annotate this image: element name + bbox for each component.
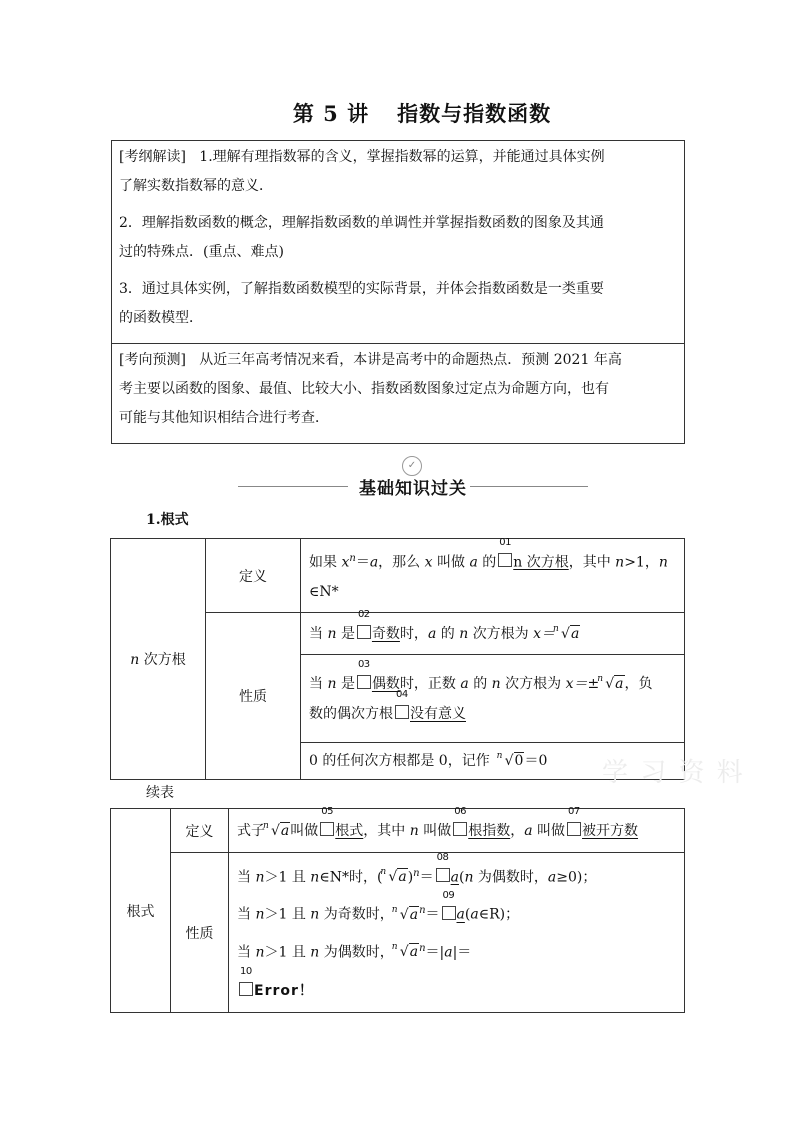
blank-number-box bbox=[357, 658, 371, 689]
radical bbox=[391, 899, 419, 932]
answer-text: 偶数 bbox=[371, 675, 400, 692]
var: n bbox=[459, 625, 469, 642]
syllabus-item-2-line-2: 过的特殊点．(重点、难点) bbox=[119, 244, 284, 260]
radicand: a bbox=[409, 944, 419, 961]
text: ＞1 且 bbox=[264, 944, 306, 961]
blank-number-box bbox=[395, 688, 409, 719]
watermark: 学 习 资 料 bbox=[602, 758, 745, 788]
var: n bbox=[255, 869, 265, 886]
text: ＝ bbox=[355, 554, 370, 571]
var: n bbox=[615, 554, 625, 571]
radical-index: n bbox=[496, 751, 503, 761]
answer-text: a bbox=[450, 869, 459, 886]
var: a bbox=[444, 944, 453, 961]
forecast-section bbox=[112, 343, 684, 443]
var: n bbox=[464, 869, 474, 886]
radical-index: n bbox=[553, 623, 559, 634]
page-title bbox=[0, 98, 794, 128]
text: 次方根为 bbox=[505, 675, 562, 692]
var: a bbox=[369, 554, 379, 571]
radical bbox=[496, 746, 525, 776]
property-line-2 bbox=[237, 889, 676, 932]
answer-text: 奇数 bbox=[371, 625, 400, 642]
syllabus-item-1 bbox=[119, 143, 678, 201]
forecast-text bbox=[119, 346, 678, 433]
syllabus-item-2-line-1: 2．理解指数函数的概念，理解指数函数的单调性并掌握指数函数的图象及其通 bbox=[119, 215, 604, 231]
var: a bbox=[470, 906, 479, 923]
property-line-1 bbox=[237, 852, 676, 895]
radical-index: n bbox=[391, 942, 398, 953]
property-cell-odd bbox=[301, 608, 685, 655]
blank-number: 03 bbox=[357, 658, 370, 670]
text: 是 bbox=[340, 675, 355, 692]
exp: n bbox=[413, 867, 420, 879]
radical-sign: √ bbox=[504, 753, 514, 769]
radicand: a bbox=[615, 675, 624, 692]
n-var: n bbox=[130, 652, 140, 668]
text: 当 bbox=[237, 944, 251, 961]
text: 数的偶次方根 bbox=[309, 705, 393, 722]
var: a bbox=[524, 822, 533, 839]
radical bbox=[382, 861, 407, 894]
text: 为偶数时， bbox=[319, 944, 394, 961]
exp: n bbox=[419, 942, 426, 954]
text: 次方根为 bbox=[472, 625, 529, 642]
text: ， bbox=[510, 822, 525, 839]
exp: n bbox=[419, 905, 426, 917]
syllabus-item-1-line-2: 了解实数指数幂的意义． bbox=[119, 178, 273, 194]
radical bbox=[599, 669, 624, 699]
exp: n bbox=[349, 552, 356, 564]
text: ＝ bbox=[425, 906, 440, 923]
radical-index: n bbox=[380, 867, 387, 878]
text: |＝ bbox=[452, 944, 472, 961]
radical-sign: √ bbox=[271, 822, 280, 839]
continued-label: 续表 bbox=[146, 785, 174, 801]
forecast-tag: [考向预测] bbox=[119, 352, 186, 368]
text: ，其中 bbox=[568, 554, 611, 571]
var: a bbox=[460, 675, 469, 692]
text: 的 bbox=[482, 554, 497, 571]
var: a bbox=[469, 554, 478, 571]
radical-sign: √ bbox=[399, 906, 409, 923]
heading-rule-right bbox=[470, 486, 588, 487]
blank-number: 10 bbox=[240, 966, 252, 978]
blank-number: 08 bbox=[436, 852, 449, 864]
row-header-text: 次方根 bbox=[143, 652, 186, 668]
radicand: a bbox=[570, 625, 580, 642]
answer-text: 被开方数 bbox=[582, 822, 639, 839]
radicand: 0 bbox=[514, 753, 524, 769]
forecast-line-1: 从近三年高考情况来看，本讲是高考中的命题热点．预测 2021 年高 bbox=[199, 352, 622, 368]
blank-number-box bbox=[567, 805, 581, 836]
text: ＝ bbox=[419, 869, 434, 886]
row-header-nth-root bbox=[111, 539, 206, 780]
text: 叫做 bbox=[423, 822, 452, 839]
radical bbox=[391, 936, 419, 969]
blank-number: 04 bbox=[396, 688, 408, 700]
text: 叫做 bbox=[290, 822, 319, 839]
forecast-line-3: 可能与其他知识相结合进行考查． bbox=[119, 410, 329, 426]
text: ＞1 且 bbox=[264, 869, 306, 886]
row-header-radical: 根式 bbox=[111, 809, 171, 1013]
text: 如果 bbox=[309, 554, 337, 571]
text: ) bbox=[407, 869, 414, 886]
table-row bbox=[111, 809, 685, 853]
var: a bbox=[427, 625, 437, 642]
text: 当 bbox=[309, 675, 323, 692]
radicand: a bbox=[409, 906, 419, 923]
text: ＝0 bbox=[524, 753, 548, 769]
answer-text: a bbox=[456, 906, 465, 923]
answer-text: 根指数 bbox=[468, 822, 511, 839]
var: n bbox=[327, 625, 337, 642]
blank-number-box bbox=[320, 805, 334, 836]
var: x bbox=[341, 554, 350, 571]
answer-text: 没有意义 bbox=[410, 705, 466, 722]
property-cell bbox=[229, 853, 685, 1013]
radicand: a bbox=[280, 822, 290, 839]
syllabus-item-3-line-2: 的函数模型． bbox=[119, 310, 203, 326]
radical-sign: √ bbox=[561, 625, 570, 642]
blank-number: 01 bbox=[499, 537, 511, 549]
expr: x＝ bbox=[533, 625, 556, 642]
definition-label: 定义 bbox=[206, 539, 301, 613]
answer-text: n 次方根 bbox=[513, 554, 569, 571]
forecast-line-2: 考主要以函数的图象、最值、比较大小、指数函数图象过定点为命题方向，也有 bbox=[119, 381, 609, 397]
text: ，其中 bbox=[363, 822, 406, 839]
text: ＝| bbox=[425, 944, 445, 961]
var: a bbox=[547, 869, 557, 886]
text: 当 bbox=[237, 906, 251, 923]
text: ∈R)； bbox=[478, 906, 520, 923]
var: n bbox=[255, 906, 265, 923]
var: n bbox=[491, 675, 501, 692]
definition-label: 定义 bbox=[171, 809, 229, 853]
syllabus-item-2 bbox=[119, 209, 678, 267]
text: ∈N*时，( bbox=[319, 869, 383, 886]
definition-cell bbox=[301, 539, 685, 613]
nth-root-table bbox=[110, 538, 685, 780]
blank-number-box bbox=[436, 852, 450, 882]
blank-number-box bbox=[357, 608, 371, 639]
text: ( bbox=[458, 869, 465, 886]
text: 为奇数时， bbox=[319, 906, 394, 923]
var: n bbox=[310, 869, 320, 886]
blank-number-box bbox=[442, 889, 456, 920]
check-emblem-icon: ✓ bbox=[402, 456, 422, 476]
property-line-4 bbox=[237, 966, 676, 1008]
text: ∈N* bbox=[309, 584, 339, 601]
radical bbox=[555, 619, 580, 649]
lecture-number: 第 5 讲 bbox=[292, 101, 370, 126]
text: 时， bbox=[399, 625, 428, 642]
syllabus-tag: [考纲解读] bbox=[119, 149, 186, 165]
radical-sign: √ bbox=[399, 944, 409, 961]
blank-number: 06 bbox=[454, 805, 466, 817]
radical-index: n bbox=[597, 673, 604, 684]
var: n bbox=[255, 944, 265, 961]
var: x bbox=[424, 554, 433, 571]
radical-index: n bbox=[391, 904, 398, 915]
text: 的 bbox=[473, 675, 488, 692]
syllabus-item-3-line-1: 3．通过具体实例，了解指数函数模型的实际背景，并体会指数函数是一类重要 bbox=[119, 281, 604, 297]
syllabus-item-3 bbox=[119, 275, 678, 333]
radical-sign: √ bbox=[388, 869, 398, 886]
expr: x＝± bbox=[565, 675, 600, 692]
var: n bbox=[409, 822, 419, 839]
text: 叫做 bbox=[537, 822, 566, 839]
radical-index: n bbox=[263, 820, 269, 831]
text: ( bbox=[464, 906, 471, 923]
text: 时，正数 bbox=[399, 675, 456, 692]
blank-number: 09 bbox=[442, 889, 455, 901]
var: n bbox=[327, 675, 337, 692]
radical bbox=[265, 816, 290, 846]
text: ，负 bbox=[624, 675, 653, 692]
blank-number: 02 bbox=[357, 608, 370, 620]
text: ＞1 且 bbox=[264, 906, 306, 923]
section-heading-text: 基础知识过关 bbox=[359, 479, 467, 499]
var: n bbox=[658, 554, 668, 571]
text: >1， bbox=[624, 554, 659, 571]
syllabus-item-1-line-1: 1.理解有理指数幂的含义，掌握指数幂的运算，并能通过具体实例 bbox=[199, 149, 605, 165]
definition-cell bbox=[229, 805, 685, 853]
heading-rule-left bbox=[238, 486, 348, 487]
section-heading bbox=[238, 460, 588, 502]
blank-number-box bbox=[453, 805, 467, 836]
text: 叫做 bbox=[436, 554, 465, 571]
property-label: 性质 bbox=[206, 613, 301, 780]
table-row bbox=[111, 539, 685, 613]
text: 是 bbox=[340, 625, 355, 642]
text: 的 bbox=[440, 625, 455, 642]
radical-table bbox=[110, 805, 685, 1013]
blank-number: 07 bbox=[568, 805, 580, 817]
text: 当 bbox=[309, 625, 323, 642]
text: ，那么 bbox=[378, 554, 421, 571]
blank-number-box bbox=[239, 966, 253, 996]
subsection-title: 1.根式 bbox=[146, 512, 189, 528]
table-row bbox=[111, 853, 685, 1013]
text: 为偶数时， bbox=[473, 869, 548, 886]
blank-number-box bbox=[498, 537, 512, 567]
lecture-topic: 指数与指数函数 bbox=[397, 101, 552, 126]
syllabus-box bbox=[111, 140, 685, 444]
text: 式子 bbox=[237, 822, 265, 839]
error-text: Error！ bbox=[254, 983, 314, 1000]
property-line-3 bbox=[237, 932, 676, 970]
var: n bbox=[310, 944, 320, 961]
property-cell-even bbox=[301, 655, 685, 743]
syllabus-section bbox=[112, 141, 684, 343]
property-label: 性质 bbox=[171, 853, 229, 1013]
var: n bbox=[310, 906, 320, 923]
radicand: a bbox=[398, 869, 407, 886]
radical-sign: √ bbox=[605, 675, 615, 692]
text: 0 的任何次方根都是 0，记作 bbox=[309, 753, 490, 769]
answer-text: 根式 bbox=[335, 822, 364, 839]
text: ≥0)； bbox=[556, 869, 597, 886]
blank-number: 05 bbox=[321, 805, 334, 817]
text: 当 bbox=[237, 869, 251, 886]
